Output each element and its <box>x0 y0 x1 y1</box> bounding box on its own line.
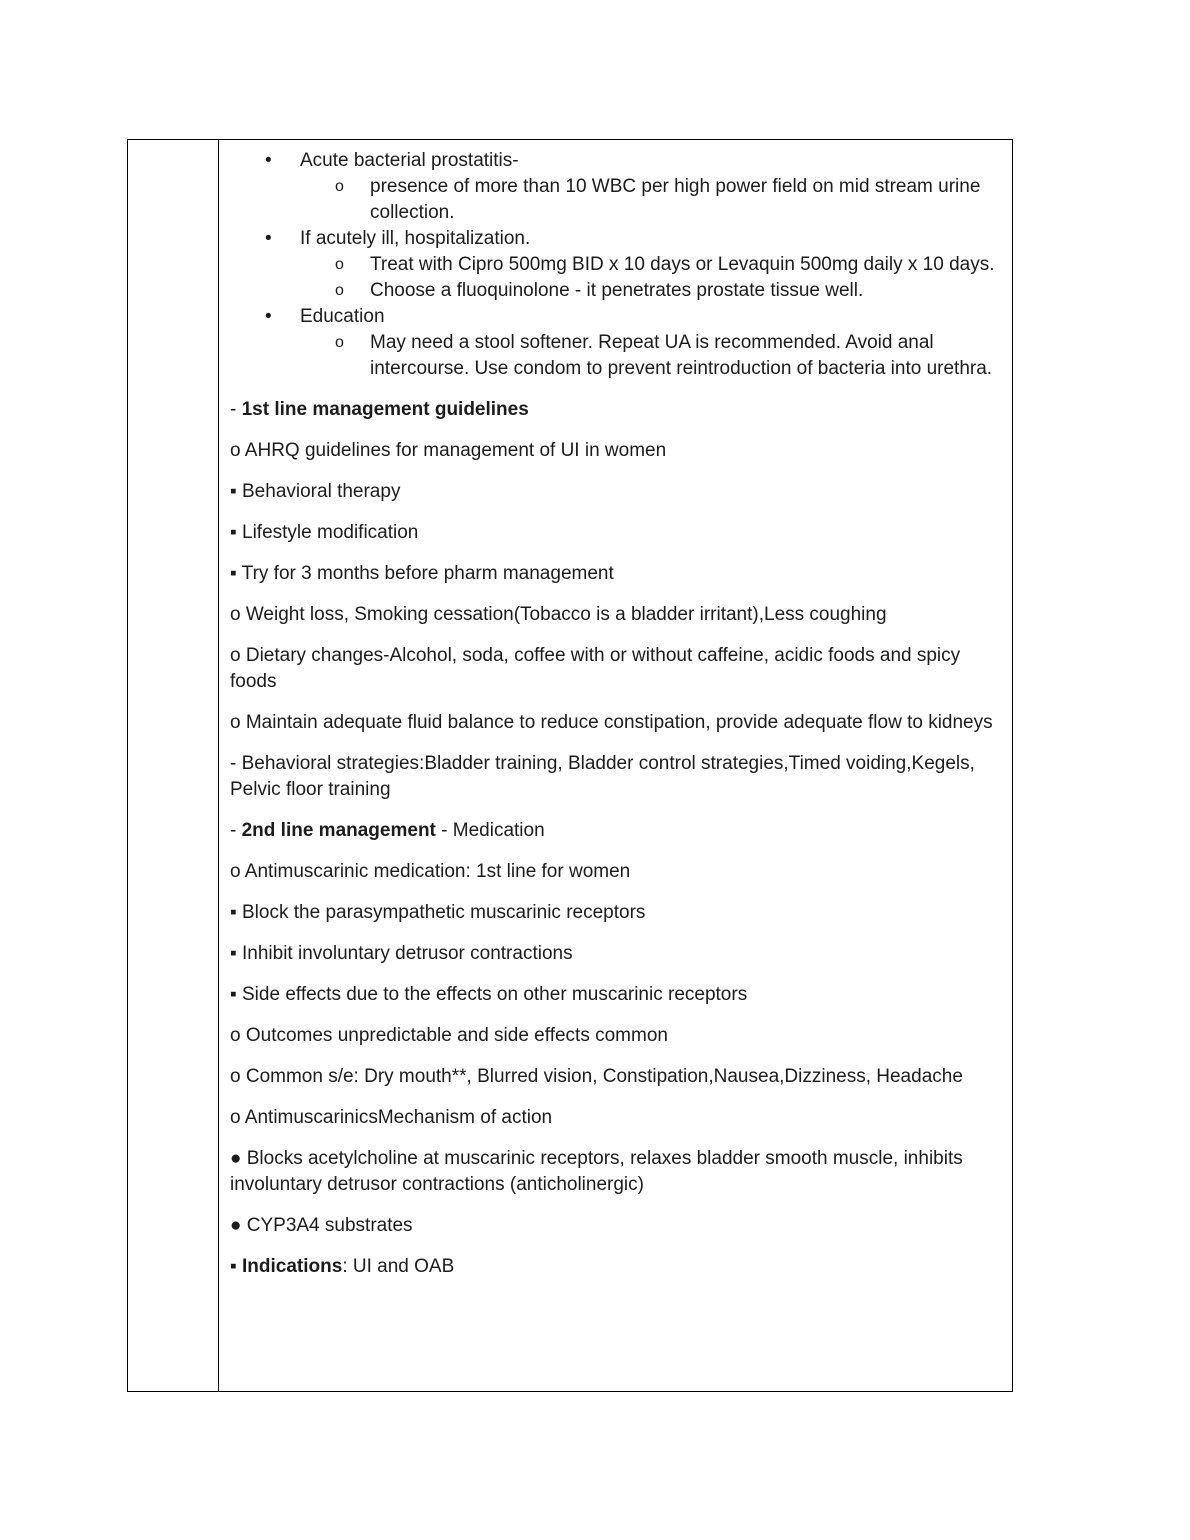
paragraph-text: : UI and OAB <box>342 1256 455 1277</box>
list-item <box>230 226 1000 252</box>
paragraph-text: o AHRQ guidelines for management of UI in women <box>230 440 667 461</box>
paragraph <box>230 1023 1000 1049</box>
list-item <box>230 252 1000 278</box>
paragraph <box>230 479 1000 505</box>
list-item-text: Acute bacterial prostatitis- <box>300 150 519 171</box>
bullet-icon: • <box>265 150 272 171</box>
list-item <box>230 304 1000 330</box>
paragraph <box>230 1105 1000 1131</box>
paragraph <box>230 900 1000 926</box>
list-item-text: Education <box>300 306 385 327</box>
circle-bullet-icon: o <box>335 282 344 299</box>
paragraph-text: ▪ Side effects due to the effects on other muscarinic receptors <box>230 984 748 1005</box>
list-item <box>230 148 1000 174</box>
paragraph-text: ▪ Try for 3 months before pharm management <box>230 563 614 584</box>
paragraph <box>230 710 1000 736</box>
bullet-icon: • <box>265 228 272 249</box>
list-item-text: If acutely ill, hospitalization. <box>300 228 531 249</box>
paragraph <box>230 751 1000 803</box>
paragraph-text: - <box>230 820 242 841</box>
paragraph-text: o Weight loss, Smoking cessation(Tobacco is a bladder irritant),Less coughing <box>230 604 887 625</box>
table-left-cell <box>128 140 219 1391</box>
bold-text: 2nd line management <box>241 820 436 841</box>
paragraph-text: ▪ Block the parasympathetic muscarinic receptors <box>230 902 646 923</box>
paragraph-text: o Maintain adequate fluid balance to reduce constipation, provide adequate flow to kidneys <box>230 712 993 733</box>
list-item <box>230 278 1000 304</box>
paragraph-text: o Outcomes unpredictable and side effects common <box>230 1025 668 1046</box>
paragraph <box>230 1254 1000 1280</box>
paragraph <box>230 859 1000 885</box>
circle-bullet-icon: o <box>335 334 344 351</box>
circle-bullet-icon: o <box>335 178 344 195</box>
paragraph-text: ● Blocks acetylcholine at muscarinic receptors, relaxes bladder smooth muscle, inhibits involuntary detrusor contractions (anticholinergic) <box>230 1148 963 1195</box>
paragraph <box>230 982 1000 1008</box>
paragraph-text: o Dietary changes-Alcohol, soda, coffee with or without caffeine, acidic foods and spicy foods <box>230 645 961 692</box>
bullet-icon: • <box>265 306 272 327</box>
paragraph-text: ▪ Inhibit involuntary detrusor contractions <box>230 943 573 964</box>
paragraph <box>230 520 1000 546</box>
list-item <box>230 330 1000 382</box>
paragraph <box>230 941 1000 967</box>
table-content-cell <box>219 140 1012 1391</box>
paragraph <box>230 818 1000 844</box>
paragraph <box>230 561 1000 587</box>
list-item-text: Choose a fluoquinolone - it penetrates prostate tissue well. <box>370 280 864 301</box>
paragraph <box>230 1213 1000 1239</box>
paragraph <box>230 602 1000 628</box>
paragraph <box>230 643 1000 695</box>
paragraph-text: ▪ <box>230 1256 243 1277</box>
paragraph <box>230 1146 1000 1198</box>
list-item-text: presence of more than 10 WBC per high power field on mid stream urine collection. <box>370 176 981 223</box>
list-item <box>230 174 1000 226</box>
bullet-list <box>230 148 1000 382</box>
paragraph-text: o AntimuscarinicsMechanism of action <box>230 1107 553 1128</box>
paragraph-text: o Antimuscarinic medication: 1st line for women <box>230 861 631 882</box>
paragraph-text: ● CYP3A4 substrates <box>230 1215 413 1236</box>
list-item-text: Treat with Cipro 500mg BID x 10 days or Levaquin 500mg daily x 10 days. <box>370 254 995 275</box>
paragraph <box>230 438 1000 464</box>
paragraph-text: ▪ Lifestyle modification <box>230 522 419 543</box>
doc-table <box>127 139 1013 1392</box>
paragraph-text: o Common s/e: Dry mouth**, Blurred vision, Constipation,Nausea,Dizziness, Headache <box>230 1066 963 1087</box>
paragraph-text: ▪ Behavioral therapy <box>230 481 401 502</box>
paragraph-text: - <box>230 399 242 420</box>
bold-text: 1st line management guidelines <box>241 399 529 420</box>
paragraph-text: - Behavioral strategies:Bladder training, Bladder control strategies,Timed voiding,Kegels, Pelvic floor training <box>230 753 975 800</box>
circle-bullet-icon: o <box>335 256 344 273</box>
paragraph <box>230 1064 1000 1090</box>
paragraph <box>230 397 1000 423</box>
list-item-text: May need a stool softener. Repeat UA is recommended. Avoid anal intercourse. Use condom to prevent reintroduction of bacteria into urethra. <box>370 332 993 379</box>
paragraph-text: - Medication <box>435 820 545 841</box>
bold-text: Indications <box>242 1256 343 1277</box>
